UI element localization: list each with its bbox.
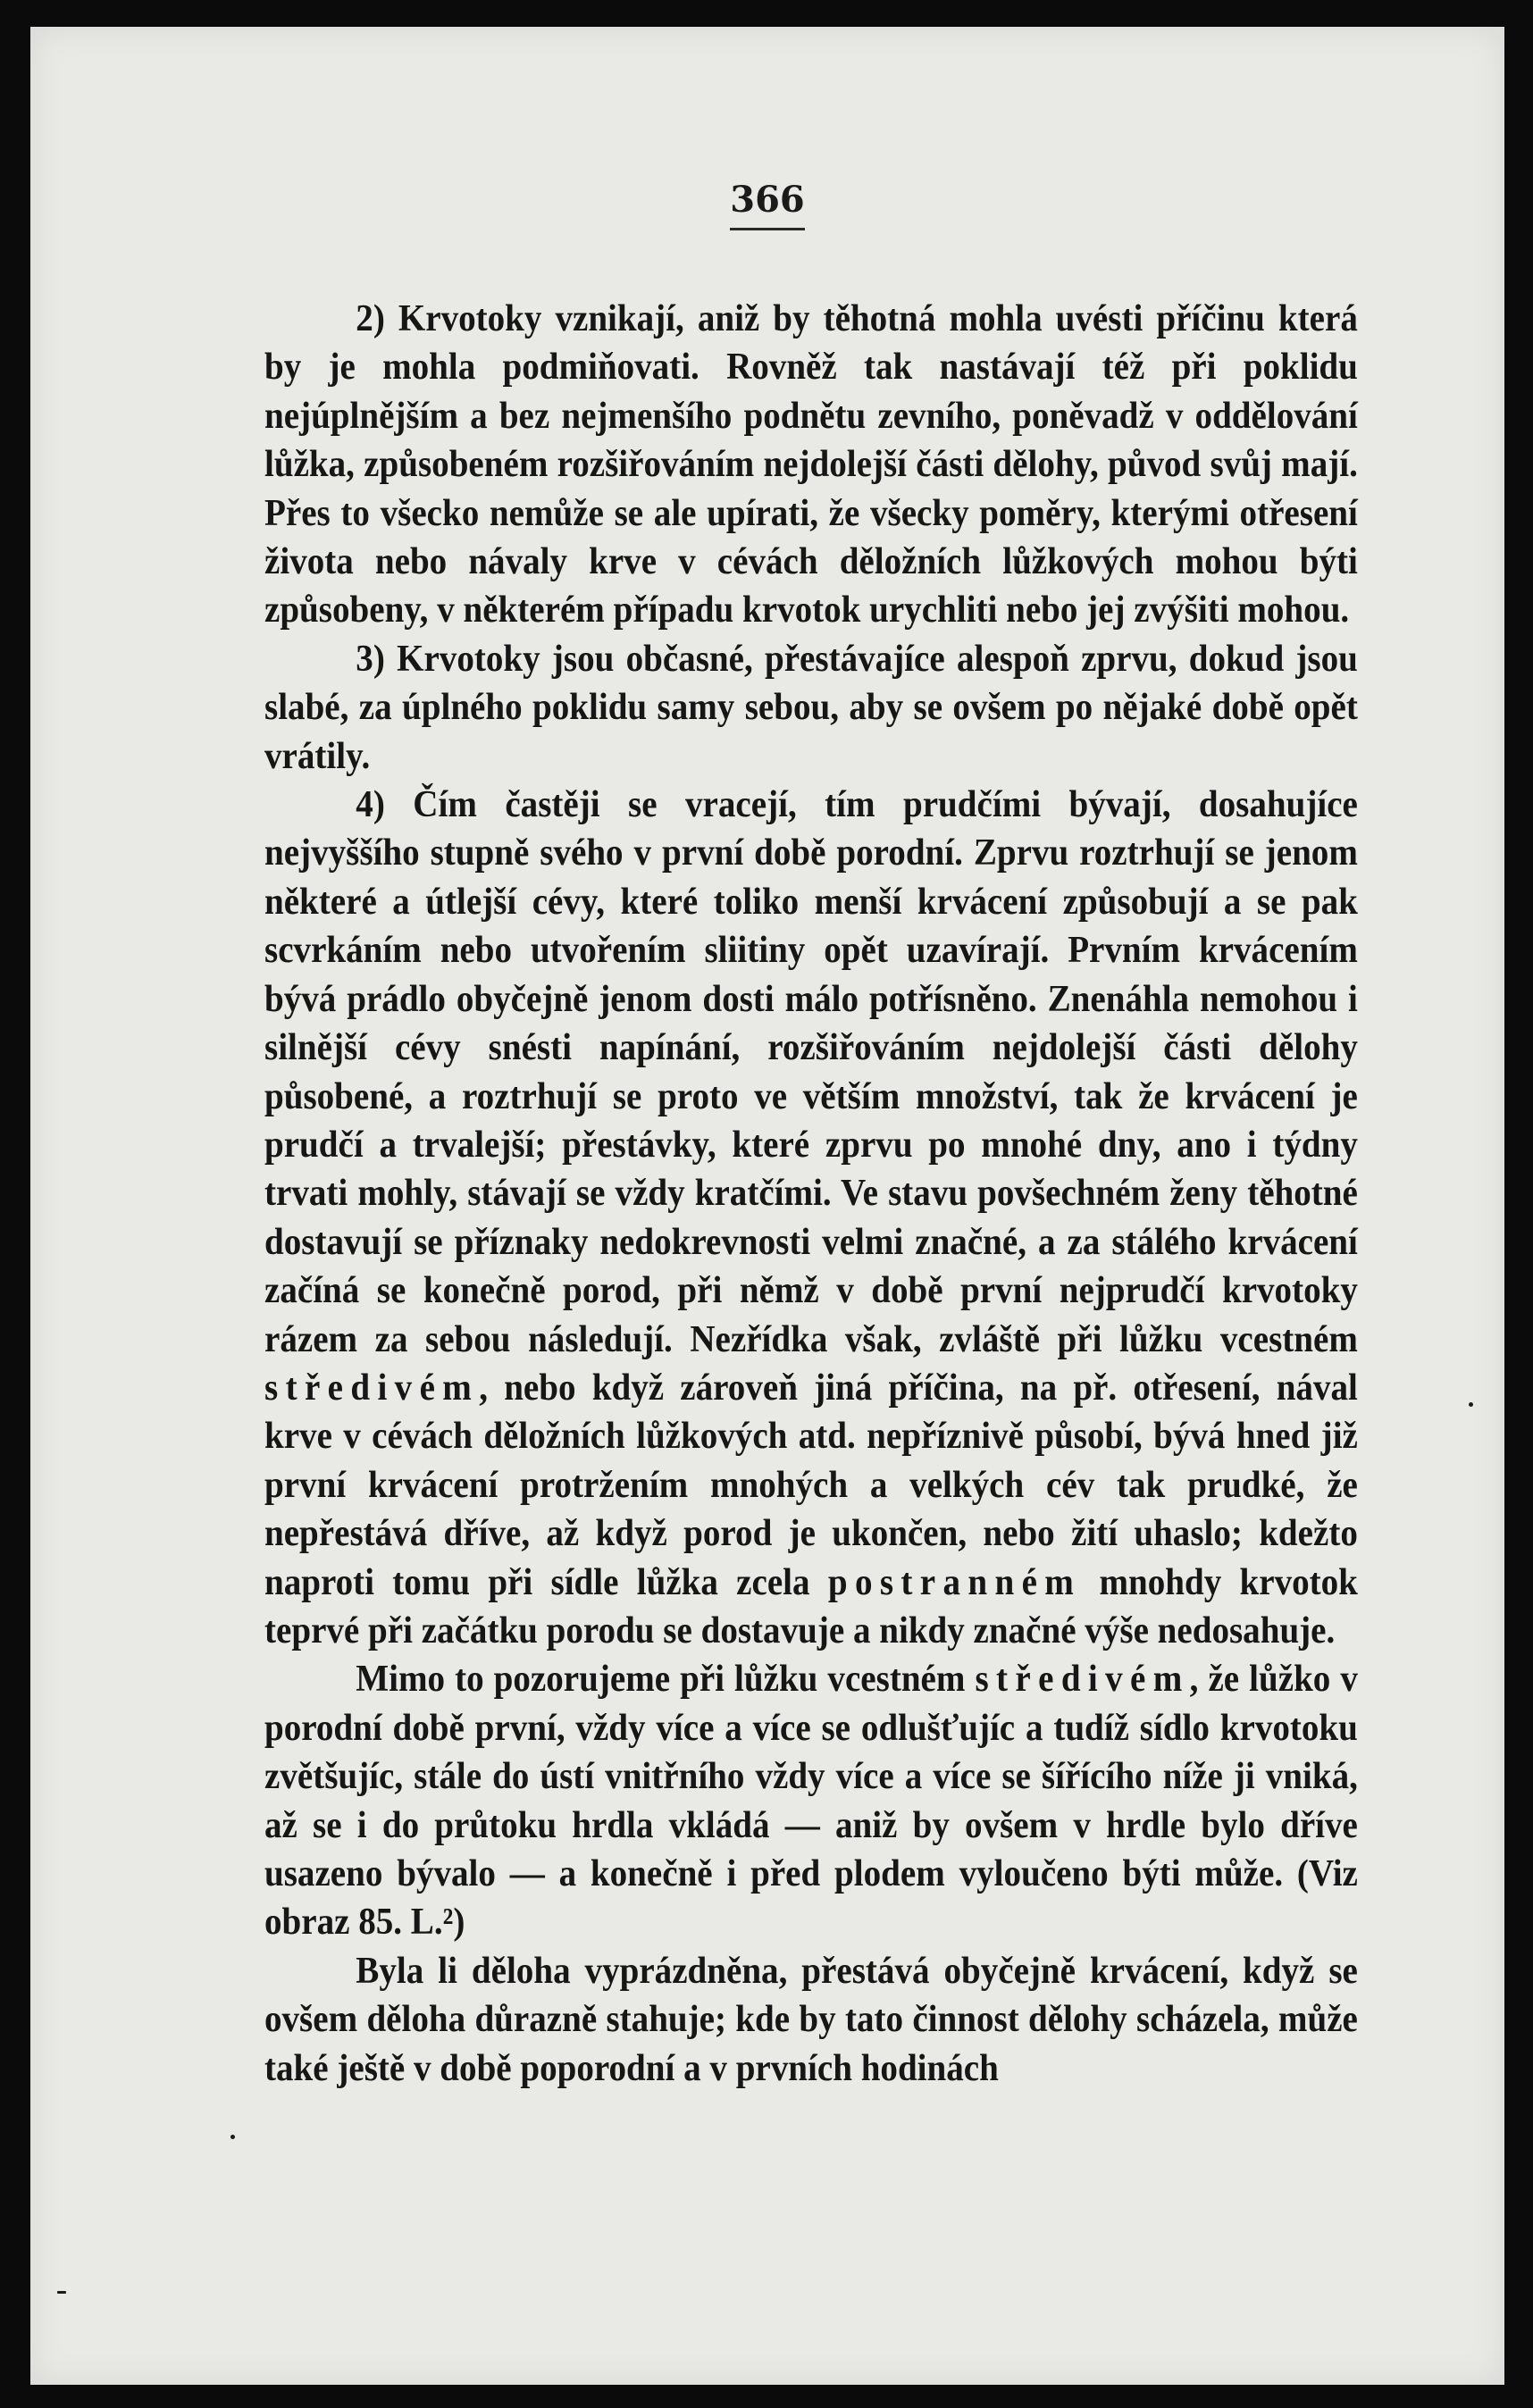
paragraph-5: Mimo to pozorujeme při lůžku vcestném středivém, že lůžko v porodní době první, vždy více a více se odlušťujíc a tudíž sídlo krvotoku zvětšujíc, stále do ústí vnitřního vždy více a více se šířícího níže ji vniká, až se i do průtoku hrdla vkládá — aniž by ovšem v hrdle bylo dříve usazeno bývalo — a konečně i před plodem vyloučeno býti může. (Viz obraz 85. L.²) <box>264 1659 1358 1944</box>
spaced-emphasis: postranném <box>827 1561 1082 1603</box>
spaced-emphasis: středivém <box>975 1659 1190 1701</box>
page-number <box>30 179 1504 230</box>
book-page <box>30 27 1504 2385</box>
spaced-emphasis: středivém <box>264 1367 480 1409</box>
scan-speck <box>1469 1402 1473 1407</box>
paragraph-3: 3) Krvotoky jsou občasné, přestávajíce alespoň zprvu, dokud jsou slabé, za úplného poklidu samy sebou, aby se ovšem po nějaké době opět vrátily. <box>264 638 1358 777</box>
scan-speck <box>57 2291 66 2294</box>
page-number-text: 366 <box>730 179 805 230</box>
body-text <box>264 295 1358 2093</box>
scan-speck <box>230 2135 235 2139</box>
paragraph-4: 4) Čím častěji se vracejí, tím prudčími bývají, dosahujíce nejvyššího stupně svého v první době porodní. Zprvu roztrhují se jenom některé a útlejší cévy, které toliko menší krvácení způsobují a se pak scvrkáním nebo utvořením sliitiny opět uzavírají. Prvním krvácením bývá prádlo obyčejně jenom dosti málo potřísněno. Znenáhla nemohou i silnější cévy snésti napínání, rozšiřováním nejdolejší části dělohy působené, a roztrhují se proto ve větším množství, tak že krvácení je prudčí a trvalejší; přestávky, které zprvu po mnohé dny, ano i týdny trvati mohly, stávají se vždy kratčími. Ve stavu povšechném ženy těhotné dostavují se příznaky nedokrevnosti velmi značné, a za stálého krvácení začíná se konečně porod, při němž v době první nejprudčí krvotoky rázem za sebou následují. Nezřídka však, zvláště při lůžku vcestném středivém, nebo když zároveň jiná příčina, na př. otřesení, nával krve v cévách děložních lůžkových atd. nepříznivě působí, bývá hned již první krvácení protržením mnohých a velkých cév tak prudké, že nepřestává dříve, až když porod je ukončen, nebo žití uhaslo; kdežto naproti tomu při sídle lůžka zcela postranném mnohdy krvotok teprvé při začátku porodu se dostavuje a nikdy značné výše nedosahuje. <box>264 784 1358 1651</box>
paragraph-2: 2) Krvotoky vznikají, aniž by těhotná mohla uvésti příčinu která by je mohla podmiňovati. Rovněž tak nastávají též při poklidu nejúplnějším a bez nejmenšího podnětu zevního, poněvadž v oddělování lůžka, způsobeném rozšiřováním nejdolejší části dělohy, původ svůj mají. Přes to všecko nemůže se ale upírati, že všecky poměry, kterými otřesení života nebo návaly krve v cévách děložních lůžkových mohou býti způsobeny, v některém případu krvotok urychliti nebo jej zvýšiti mohou. <box>264 298 1358 631</box>
paragraph-6: Byla li děloha vyprázdněna, přestává obyčejně krvácení, když se ovšem děloha důrazně stahuje; kde by tato činnost dělohy scházela, může také ještě v době poporodní a v prvních hodinách <box>264 1950 1358 2089</box>
